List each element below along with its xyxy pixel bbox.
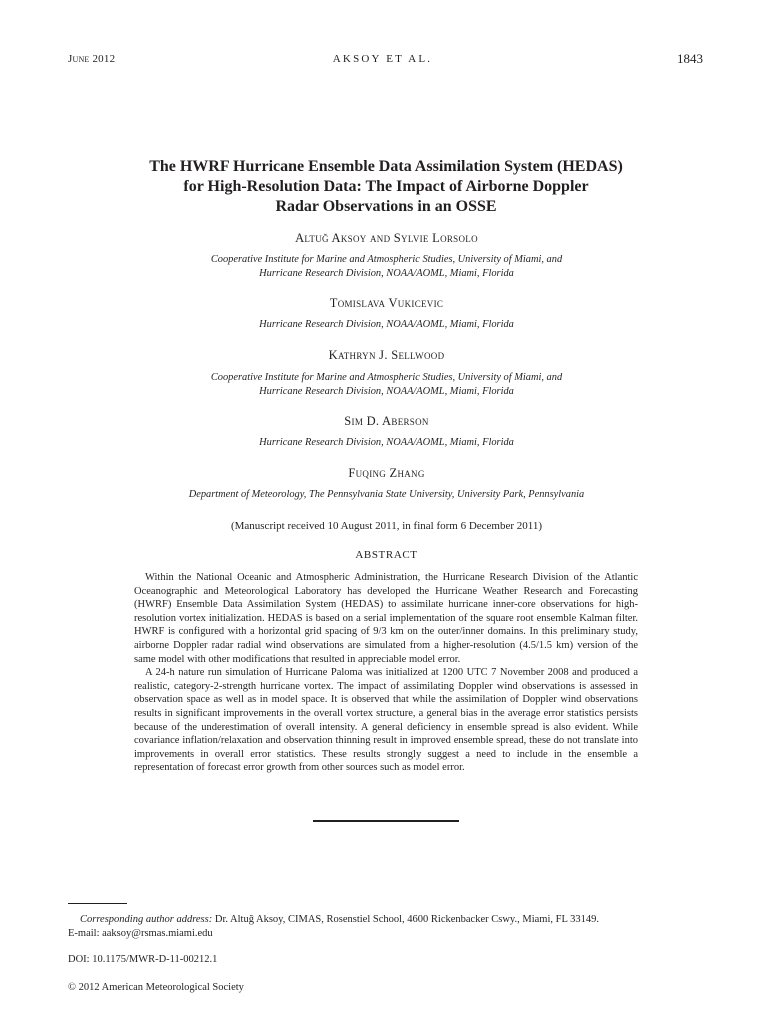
- author-vukicevic: Tomislava Vukicevic: [329, 296, 444, 310]
- abstract-heading: ABSTRACT: [355, 549, 418, 561]
- author-aberson: Sim D. Aberson: [344, 414, 429, 428]
- abstract-paragraph-2: A 24-h nature run simulation of Hurricane Paloma was initialized at 1200 UTC 7 November 2008 and produced a realistic, category-2-strength hurricane vortex. The impact of assimilating Doppler wind observations is assessed in observation space as well as in model space. It is observed that while the assimilation of Doppler wind observations results in significant improvements in the overall vortex structure, a general bias in the average error statistics persists because of the underestimation of overall intensity. A general deficiency in ensemble spread is also evident. While covariance inflation/relaxation and observation thinning result in improved ensemble spread, these do not translate into improvements in overall error statistics. These results strongly suggest a need to include in the ensemble a representation of forecast error growth from other sources such as model error.: [134, 667, 638, 774]
- header-authors: AKSOY ET AL.: [332, 53, 433, 65]
- abstract-paragraph-1: Within the National Oceanic and Atmospheric Administration, the Hurricane Research Division of the Atlantic Oceanographic and Meteorological Laboratory has developed the Hurricane Weather Research and Forecasting (HWRF) Ensemble Data Assimilation System (HEDAS) to assimilate hurricane inner-core observations for high-resolution vortex initialization. HEDAS is based on a serial implementation of the square root ensemble Kalman filter. HWRF is configured with a horizontal grid spacing of 9/3 km on the outer/inner domains. In this preliminary study, airborne Doppler radar radial wind observations are simulated from a higher-resolution (4.5/1.5 km) version of the same model with other modifications that resulted in appreciable model error.: [134, 572, 638, 665]
- affiliation-line: Hurricane Research Division, NOAA/AOML, Miami, Florida: [259, 437, 514, 448]
- paper-title: [110, 157, 662, 217]
- author-aksoy-lorsolo: Altuğ Aksoy and Sylvie Lorsolo: [295, 231, 478, 245]
- affiliation-sellwood: [0, 371, 765, 398]
- affiliation-line: Cooperative Institute for Marine and Atmospheric Studies, University of Miami, and: [210, 254, 563, 265]
- footnote-rule: [68, 903, 127, 904]
- manuscript-received: (Manuscript received 10 August 2011, in final form 6 December 2011): [230, 520, 543, 532]
- affiliation-line: Cooperative Institute for Marine and Atmospheric Studies, University of Miami, and: [210, 372, 563, 383]
- affiliation-line: Department of Meteorology, The Pennsylvania State University, University Park, Pennsylvania: [188, 489, 585, 500]
- affiliation-vukicevic: [0, 318, 765, 332]
- header-date: June 2012: [68, 53, 116, 65]
- author-sellwood: Kathryn J. Sellwood: [328, 348, 445, 362]
- affiliation-line: Hurricane Research Division, NOAA/AOML, Miami, Florida: [259, 319, 514, 330]
- footnote-label: Corresponding author address:: [80, 914, 213, 925]
- affiliation-line: Hurricane Research Division, NOAA/AOML, Miami, Florida: [259, 267, 514, 279]
- footnote-text: Dr. Altuğ Aksoy, CIMAS, Rosenstiel School, 4600 Rickenbacker Cswy., Miami, FL 33149.: [214, 914, 599, 925]
- affiliation-aberson: [0, 436, 765, 450]
- doi: DOI: 10.1175/MWR-D-11-00212.1: [68, 954, 218, 965]
- corresponding-author-footnote: [68, 913, 644, 941]
- affiliation-aksoy-lorsolo: [0, 253, 765, 280]
- affiliation-line: Hurricane Research Division, NOAA/AOML, Miami, Florida: [259, 385, 514, 397]
- footnote-email: E-mail: aaksoy@rsmas.miami.edu: [68, 928, 213, 939]
- copyright: © 2012 American Meteorological Society: [68, 982, 244, 993]
- page-number: 1843: [677, 51, 703, 66]
- affiliation-zhang: [0, 488, 765, 502]
- title-line-3: Radar Observations in an OSSE: [275, 198, 497, 215]
- author-zhang: Fuqing Zhang: [348, 466, 425, 480]
- title-line-1: The HWRF Hurricane Ensemble Data Assimilation System (HEDAS): [149, 158, 623, 175]
- title-line-2: for High-Resolution Data: The Impact of Airborne Doppler: [183, 178, 589, 195]
- abstract-body: [134, 571, 638, 775]
- section-divider: [313, 820, 459, 822]
